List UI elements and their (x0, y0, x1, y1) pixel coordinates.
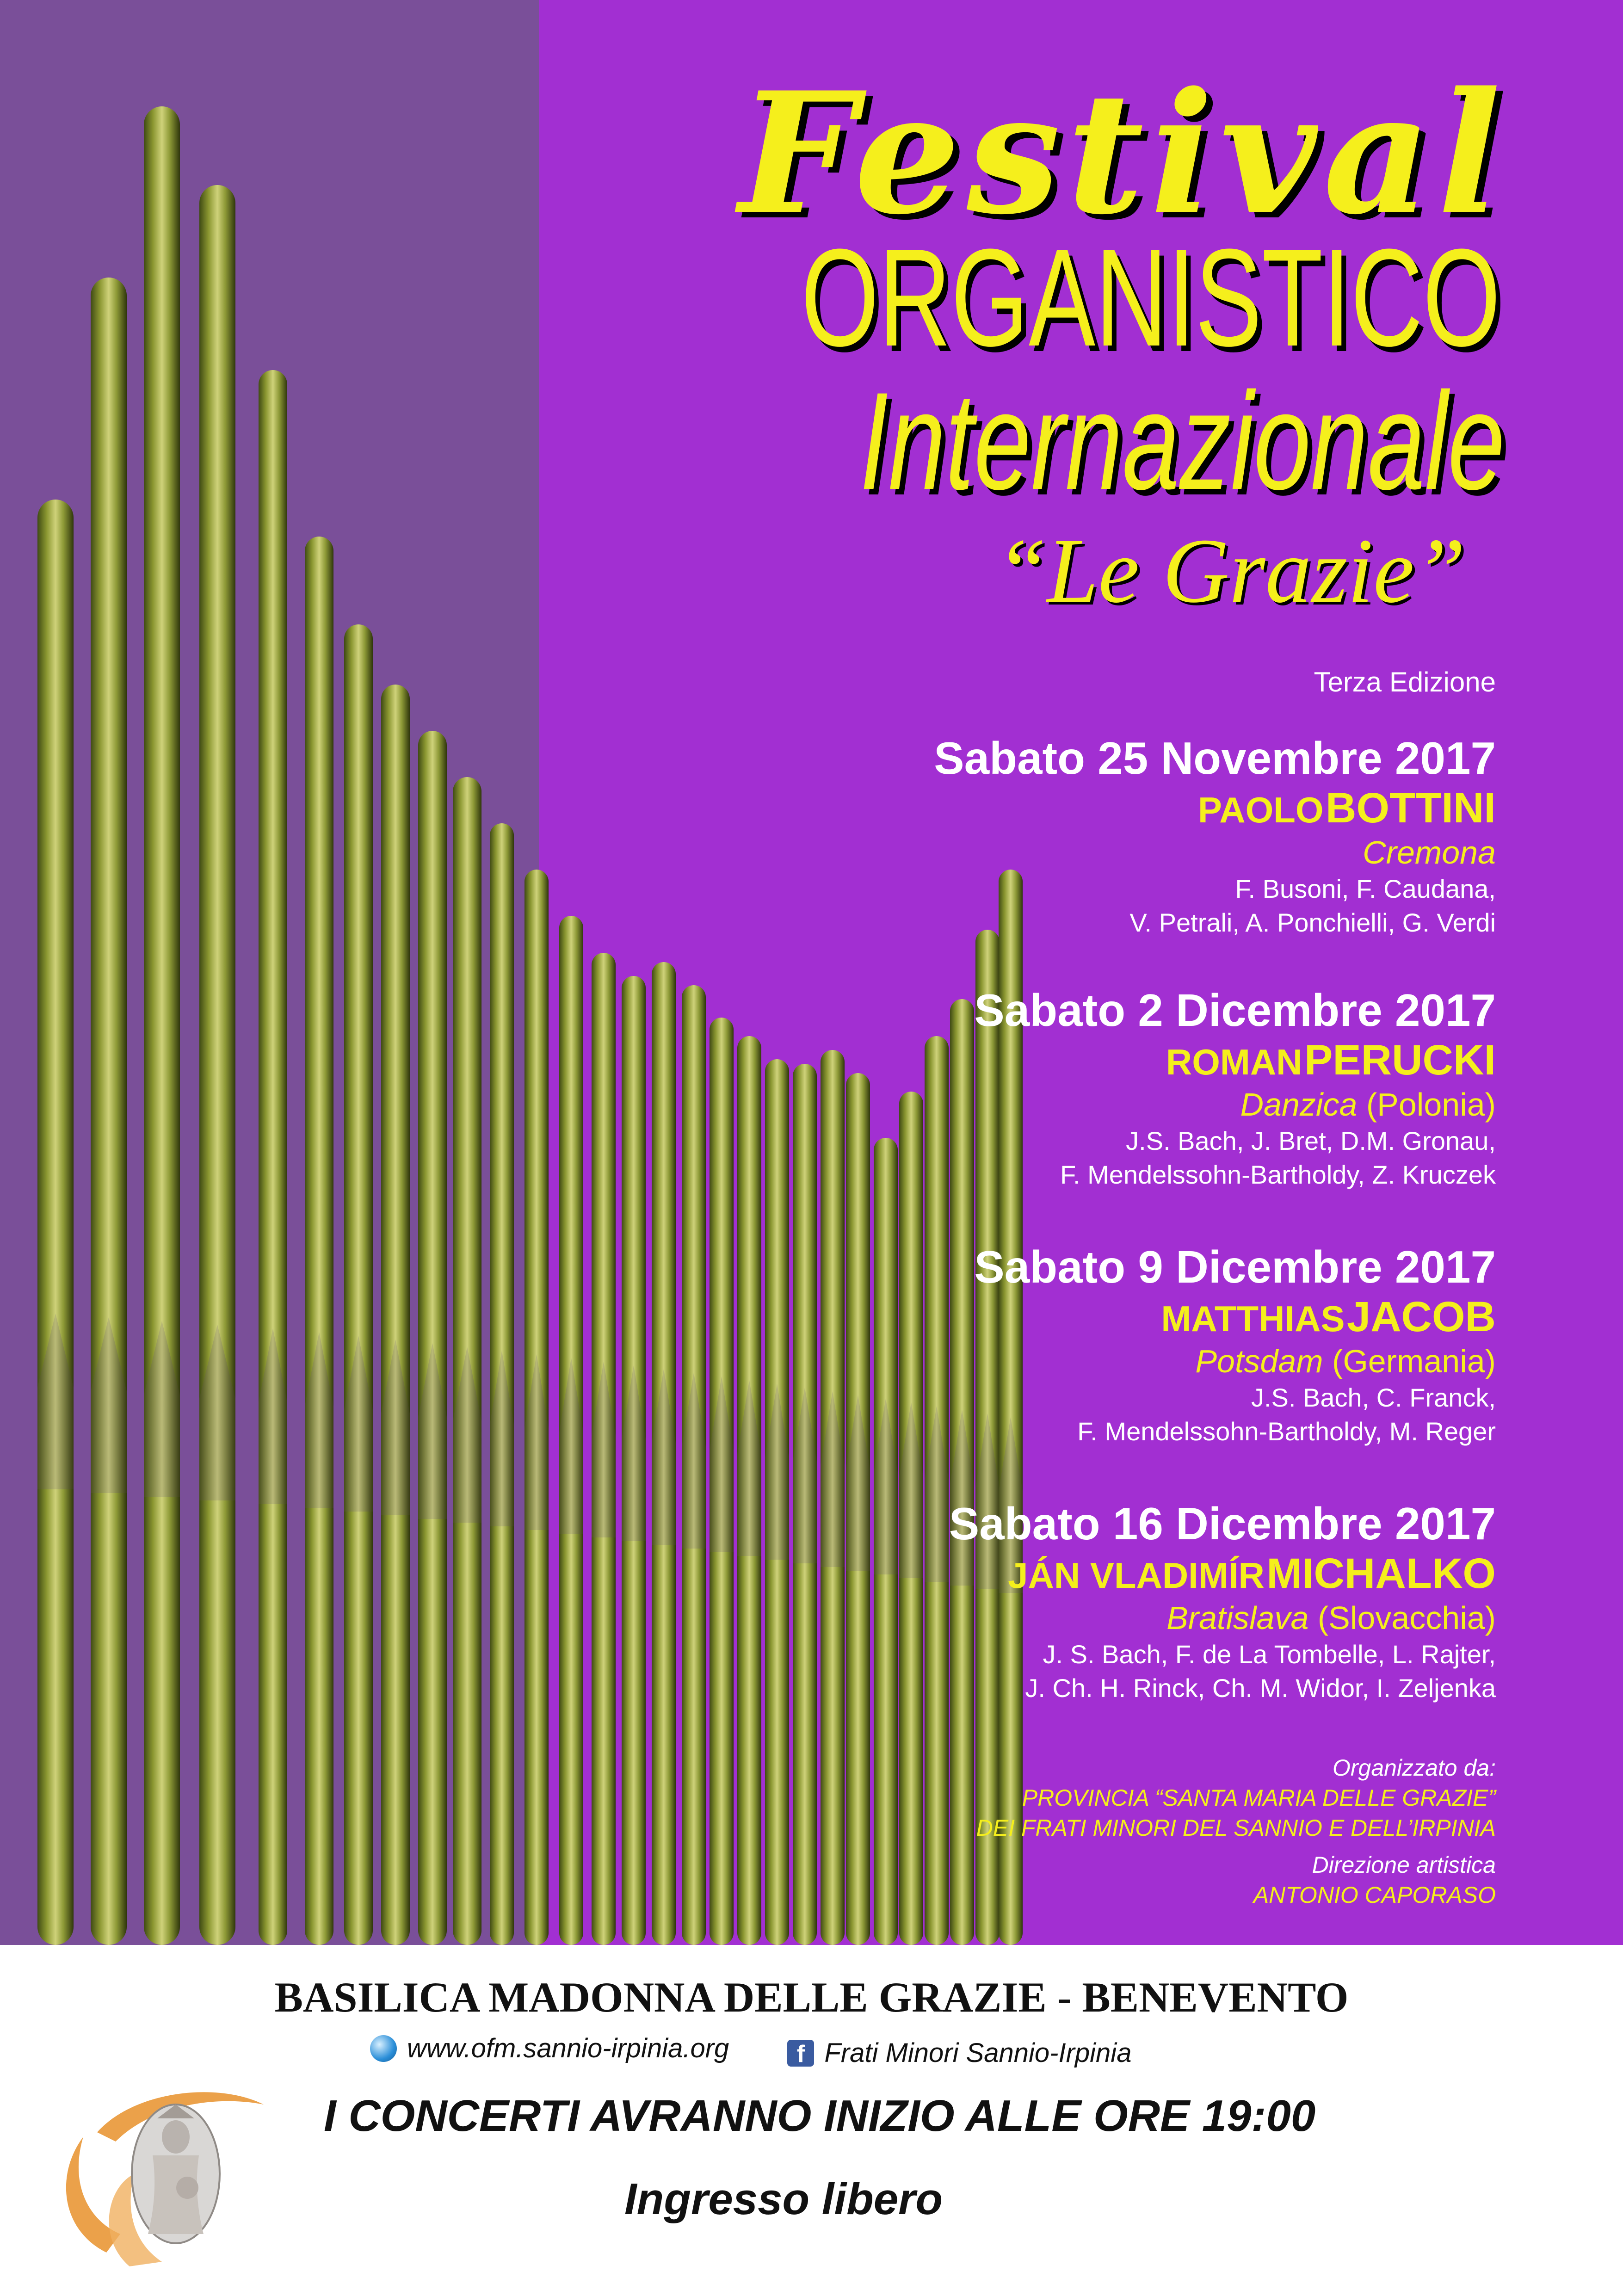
website-link[interactable] (370, 2033, 729, 2064)
city-name: Cremona (1363, 834, 1496, 870)
program-line: J.S. Bach, J. Bret, D.M. Gronau, (1126, 1126, 1496, 1155)
concert-1 (934, 733, 1496, 940)
city-name: Potsdam (1195, 1343, 1323, 1379)
artist-last-name: BOTTINI (1326, 784, 1496, 832)
artist-city (974, 1342, 1496, 1381)
country-name: (Polonia) (1366, 1086, 1496, 1123)
organizer-line: PROVINCIA “SANTA MARIA DELLE GRAZIE” (1022, 1785, 1496, 1811)
organ-pipe (490, 823, 514, 1945)
artist-last-name: MICHALKO (1266, 1549, 1496, 1597)
concert-2 (974, 985, 1496, 1192)
organ-pipe (765, 1059, 789, 1945)
title-organistico: ORGANISTICO (801, 220, 1500, 375)
start-time-notice: I CONCERTI AVRANNO INIZIO ALLE ORE 19:00 (324, 2091, 1316, 2141)
city-name: Bratislava (1166, 1599, 1309, 1636)
edition-label: Terza Edizione (1314, 667, 1496, 697)
globe-icon (370, 2035, 397, 2062)
organ-pipe (418, 731, 447, 1945)
concert-date: Sabato 16 Dicembre 2017 (949, 1498, 1496, 1549)
concert-date: Sabato 2 Dicembre 2017 (974, 985, 1496, 1036)
artist-first-name: MATTHIAS (1161, 1298, 1345, 1339)
title-internazionale: Internazionale (860, 363, 1505, 518)
artist-name (974, 1293, 1496, 1342)
organ-pipe (652, 962, 676, 1945)
organ-pipe (37, 500, 74, 1945)
organ-pipe (525, 870, 549, 1945)
country-name: (Slovacchia) (1317, 1599, 1496, 1636)
concert-date: Sabato 9 Dicembre 2017 (974, 1241, 1496, 1292)
province-logo (42, 2035, 319, 2276)
program-line: F. Mendelssohn-Bartholdy, Z. Kruczek (1060, 1160, 1496, 1190)
country-name: (Germania) (1332, 1343, 1496, 1379)
website-text: www.ofm.sannio-irpinia.org (407, 2033, 729, 2063)
artist-first-name: PAOLO (1198, 789, 1324, 830)
title-le-grazie: “Le Grazie” (995, 520, 1466, 622)
facebook-text: Frati Minori Sannio-Irpinia (824, 2038, 1132, 2068)
artist-name (949, 1549, 1496, 1599)
facebook-icon: f (787, 2040, 814, 2067)
organ-pipe (91, 278, 127, 1945)
program-line: J.S. Bach, C. Franck, (1251, 1383, 1496, 1412)
organ-pipe (710, 1018, 734, 1945)
city-name: Danzica (1240, 1086, 1358, 1123)
organ-pipe (899, 1092, 923, 1945)
artist-city (949, 1599, 1496, 1637)
organ-pipe (559, 916, 583, 1945)
organ-pipe (144, 106, 180, 1945)
artist-first-name: ROMAN (1166, 1041, 1302, 1082)
organizer-block (976, 1753, 1496, 1843)
artist-name (934, 784, 1496, 833)
organizer-line: DEI FRATI MINORI DEL SANNIO E DELL’IRPINIA (976, 1815, 1496, 1841)
organ-pipe (453, 777, 481, 1945)
organ-pipe (821, 1050, 845, 1945)
organ-pipe (344, 624, 373, 1945)
organ-pipe (846, 1073, 870, 1945)
venue-title: BASILICA MADONNA DELLE GRAZIE - BENEVENTO (274, 1974, 1349, 2021)
artist-last-name: PERUCKI (1304, 1036, 1496, 1084)
program-line: J. Ch. H. Rinck, Ch. M. Widor, I. Zeljenka (1025, 1673, 1496, 1703)
direction-label: Direzione artistica (1312, 1852, 1496, 1878)
program-line: V. Petrali, A. Ponchielli, G. Verdi (1129, 908, 1496, 938)
program-line: F. Mendelssohn-Bartholdy, M. Reger (1077, 1417, 1496, 1446)
artist-city (934, 833, 1496, 872)
artist-name (974, 1036, 1496, 1085)
facebook-link[interactable] (787, 2037, 1131, 2068)
admission-notice: Ingresso libero (624, 2174, 943, 2224)
organ-pipe (793, 1064, 817, 1945)
program-line: F. Busoni, F. Caudana, (1235, 874, 1496, 903)
organ-pipe (305, 537, 333, 1945)
direction-name: ANTONIO CAPORASO (1253, 1882, 1496, 1908)
direction-block (1253, 1850, 1496, 1910)
artist-city (974, 1085, 1496, 1124)
title-festival: Festival (739, 56, 1507, 251)
organ-pipe (199, 185, 235, 1945)
organ-pipe (874, 1138, 898, 1945)
organ-pipe (682, 985, 706, 1945)
organ-pipe (622, 976, 646, 1945)
concert-4 (949, 1499, 1496, 1705)
organ-pipe (381, 685, 410, 1945)
artist-last-name: JACOB (1346, 1293, 1496, 1340)
organ-pipe (925, 1036, 949, 1945)
artist-first-name: JÁN VLADIMÍR (1008, 1555, 1265, 1596)
concert-3 (974, 1242, 1496, 1449)
organ-pipe (950, 999, 974, 1945)
program-line: J. S. Bach, F. de La Tombelle, L. Rajter, (1043, 1639, 1496, 1669)
concert-date: Sabato 25 Novembre 2017 (934, 733, 1496, 784)
organ-pipe (592, 953, 616, 1945)
organ-pipe (259, 370, 287, 1945)
organ-pipe (737, 1036, 761, 1945)
links-row (370, 2033, 1182, 2068)
organizer-label: Organizzato da: (1333, 1755, 1496, 1781)
